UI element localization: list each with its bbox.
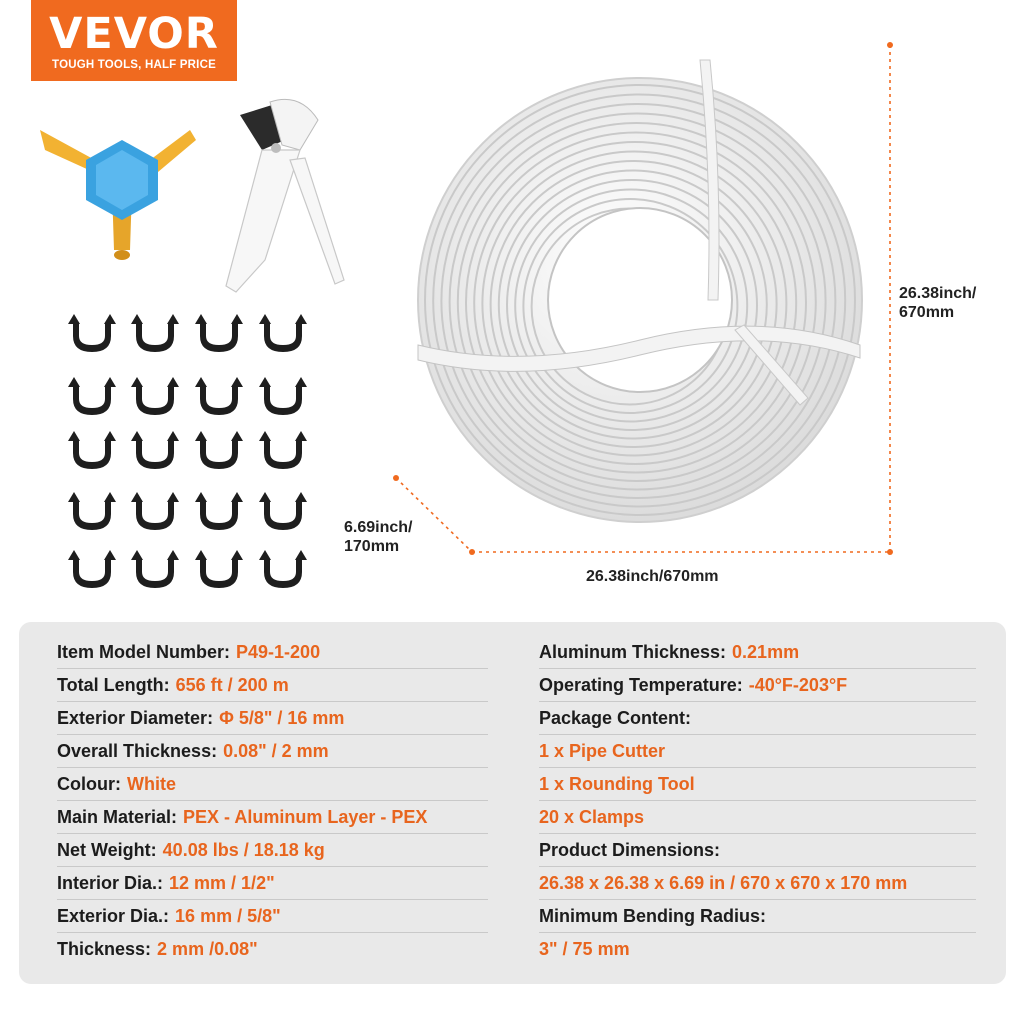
spec-value: 12 mm / 1/2" bbox=[169, 872, 275, 893]
spec-value: 16 mm / 5/8" bbox=[175, 905, 281, 926]
spec-label: Net Weight: bbox=[57, 839, 157, 860]
spec-label: Interior Dia.: bbox=[57, 872, 164, 893]
clamp bbox=[259, 377, 307, 415]
spec-label: Aluminum Thickness: bbox=[539, 641, 727, 662]
spec-value: 2 mm /0.08" bbox=[157, 939, 258, 959]
clamp bbox=[68, 377, 116, 415]
spec-row bbox=[539, 801, 976, 834]
spec-label: Item Model Number: bbox=[57, 641, 231, 662]
width-dimension-label bbox=[586, 567, 719, 586]
clamp bbox=[259, 314, 307, 352]
clamp bbox=[131, 550, 179, 588]
spec-label: Colour: bbox=[57, 773, 121, 794]
clamps-image bbox=[68, 314, 307, 588]
clamp bbox=[68, 550, 116, 588]
depth-dimension-label bbox=[344, 518, 412, 556]
spec-row bbox=[539, 735, 976, 768]
spec-row bbox=[57, 768, 488, 801]
clamp bbox=[68, 314, 116, 352]
spec-label: Total Length: bbox=[57, 674, 170, 695]
clamp bbox=[259, 550, 307, 588]
spec-row bbox=[57, 834, 488, 867]
clamp bbox=[131, 314, 179, 352]
spec-row bbox=[539, 768, 976, 801]
pipe-cutter-image bbox=[226, 99, 344, 292]
specification-panel bbox=[19, 622, 1006, 984]
spec-label: Product Dimensions: bbox=[539, 839, 721, 860]
spec-value: 0.08" / 2 mm bbox=[223, 740, 329, 761]
spec-value: 20 x Clamps bbox=[539, 806, 645, 827]
spec-row bbox=[57, 900, 488, 933]
clamp bbox=[259, 492, 307, 530]
clamp bbox=[131, 492, 179, 530]
clamp bbox=[259, 431, 307, 469]
spec-value: 656 ft / 200 m bbox=[175, 674, 289, 695]
spec-row bbox=[57, 636, 488, 669]
spec-row bbox=[57, 702, 488, 735]
spec-row bbox=[57, 933, 488, 966]
spec-value: White bbox=[126, 773, 176, 794]
rounding-tool-image bbox=[40, 100, 196, 260]
clamp bbox=[68, 431, 116, 469]
brand-tagline: TOUGH TOOLS, HALF PRICE bbox=[52, 59, 216, 71]
depth-dimension-text: 6.69inch/ 170mm bbox=[344, 519, 413, 555]
spec-column-right bbox=[539, 636, 976, 966]
spec-label: Thickness: bbox=[57, 939, 152, 959]
height-dimension-label bbox=[899, 284, 976, 322]
clamp bbox=[195, 314, 243, 352]
spec-row bbox=[539, 702, 976, 735]
spec-label: Operating Temperature: bbox=[539, 674, 743, 695]
spec-row bbox=[57, 801, 488, 834]
spec-value: 26.38 x 26.38 x 6.69 in / 670 x 670 x 170 mm bbox=[539, 872, 908, 893]
spec-label: Overall Thickness: bbox=[57, 740, 218, 761]
clamp bbox=[195, 492, 243, 530]
width-dimension-text: 26.38inch/670mm bbox=[586, 568, 719, 585]
spec-row bbox=[539, 867, 976, 900]
spec-value: -40°F-203°F bbox=[748, 674, 848, 695]
spec-row bbox=[57, 669, 488, 702]
spec-column-left bbox=[57, 636, 488, 966]
spec-row bbox=[539, 933, 976, 966]
spec-label: Exterior Diameter: bbox=[57, 707, 214, 728]
spec-row bbox=[57, 735, 488, 768]
spec-value: P49-1-200 bbox=[236, 641, 321, 662]
clamp bbox=[68, 492, 116, 530]
spec-row bbox=[57, 867, 488, 900]
pex-coil-image bbox=[418, 60, 862, 522]
spec-label: Exterior Dia.: bbox=[57, 905, 170, 926]
spec-value: 3" / 75 mm bbox=[539, 939, 630, 959]
brand-name: VEVOR bbox=[49, 9, 219, 59]
clamp bbox=[195, 550, 243, 588]
spec-value: 40.08 lbs / 18.18 kg bbox=[162, 839, 325, 860]
spec-label: Main Material: bbox=[57, 806, 178, 827]
clamp bbox=[195, 377, 243, 415]
spec-row bbox=[539, 834, 976, 867]
spec-value: 0.21mm bbox=[732, 641, 800, 662]
spec-value: PEX - Aluminum Layer - PEX bbox=[183, 806, 428, 827]
spec-row bbox=[539, 900, 976, 933]
spec-value: 1 x Rounding Tool bbox=[539, 773, 695, 794]
spec-label: Minimum Bending Radius: bbox=[539, 905, 766, 926]
height-dimension-text: 26.38inch/ 670mm bbox=[899, 285, 977, 321]
spec-row bbox=[539, 669, 976, 702]
clamp bbox=[195, 431, 243, 469]
spec-row bbox=[539, 636, 976, 669]
spec-value: Φ 5/8" / 16 mm bbox=[219, 707, 345, 728]
spec-value: 1 x Pipe Cutter bbox=[539, 740, 666, 761]
spec-label: Package Content: bbox=[539, 707, 692, 728]
clamp bbox=[131, 431, 179, 469]
clamp bbox=[131, 377, 179, 415]
